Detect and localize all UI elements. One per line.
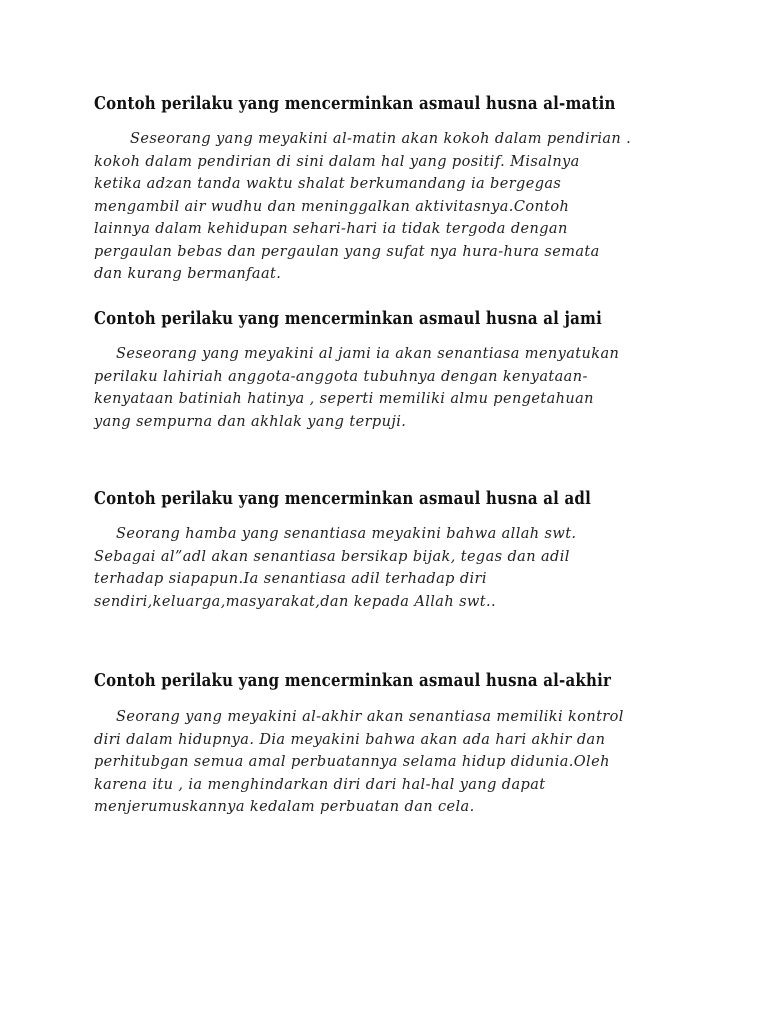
paragraph-line: kokoh dalam pendirian di sini dalam hal yang positif. Misalnya xyxy=(94,153,580,170)
paragraph-line: yang sempurna dan akhlak yang terpuji. xyxy=(94,413,407,430)
paragraph-line: diri dalam hidupnya. Dia meyakini bahwa akan ada hari akhir dan xyxy=(94,731,606,748)
paragraph-line: kenyataan batiniah hatinya , seperti memiliki almu pengetahuan xyxy=(94,391,594,407)
section-paragraph-al-matin xyxy=(94,128,684,286)
section-heading-al-matin: Contoh perilaku yang mencerminkan asmaul husna al-matin xyxy=(94,93,616,114)
paragraph-line: Seorang yang meyakini al-akhir akan senantiasa memiliki kontrol xyxy=(116,709,624,725)
paragraph-line: pergaulan bebas dan pergaulan yang sufat nya hura-hura semata xyxy=(94,243,600,260)
paragraph-line: terhadap siapapun.Ia senantiasa adil terhadap diri xyxy=(94,571,487,587)
paragraph-line: perhitubgan semua amal perbuatannya selama hidup didunia.Oleh xyxy=(94,754,610,770)
paragraph-line: karena itu , ia menghindarkan diri dari hal-hal yang dapat xyxy=(94,776,546,793)
section-heading-al-adl: Contoh perilaku yang mencerminkan asmaul husna al adl xyxy=(94,488,591,509)
section-heading-al-akhir: Contoh perilaku yang mencerminkan asmaul husna al-akhir xyxy=(94,670,612,691)
section-paragraph-al-jami xyxy=(94,343,684,433)
paragraph-line: Seseorang yang meyakini al-matin akan kokoh dalam pendirian . xyxy=(130,131,632,147)
paragraph-line: ketika adzan tanda waktu shalat berkumandang ia bergegas xyxy=(94,176,562,192)
paragraph-line: menjerumuskannya kedalam perbuatan dan cela. xyxy=(94,799,475,815)
paragraph-line: dan kurang bermanfaat. xyxy=(94,266,282,282)
paragraph-line: sendiri,keluarga,masyarakat,dan kepada Allah swt.. xyxy=(94,593,496,610)
section-heading-al-jami: Contoh perilaku yang mencerminkan asmaul husna al jami xyxy=(94,308,602,329)
paragraph-line: lainnya dalam kehidupan sehari-hari ia tidak tergoda dengan xyxy=(94,221,568,237)
paragraph-line: Seorang hamba yang senantiasa meyakini bahwa allah swt. xyxy=(116,526,577,542)
paragraph-line: Sebagai al”adl akan senantiasa bersikap bijak, tegas dan adil xyxy=(94,548,570,565)
paragraph-line: mengambil air wudhu dan meninggalkan aktivitasnya.Contoh xyxy=(94,198,570,215)
section-paragraph-al-adl xyxy=(94,523,684,613)
paragraph-line: Seseorang yang meyakini al jami ia akan senantiasa menyatukan xyxy=(116,346,620,362)
section-paragraph-al-akhir xyxy=(94,706,684,819)
paragraph-line: perilaku lahiriah anggota-anggota tubuhnya dengan kenyataan- xyxy=(94,368,588,385)
